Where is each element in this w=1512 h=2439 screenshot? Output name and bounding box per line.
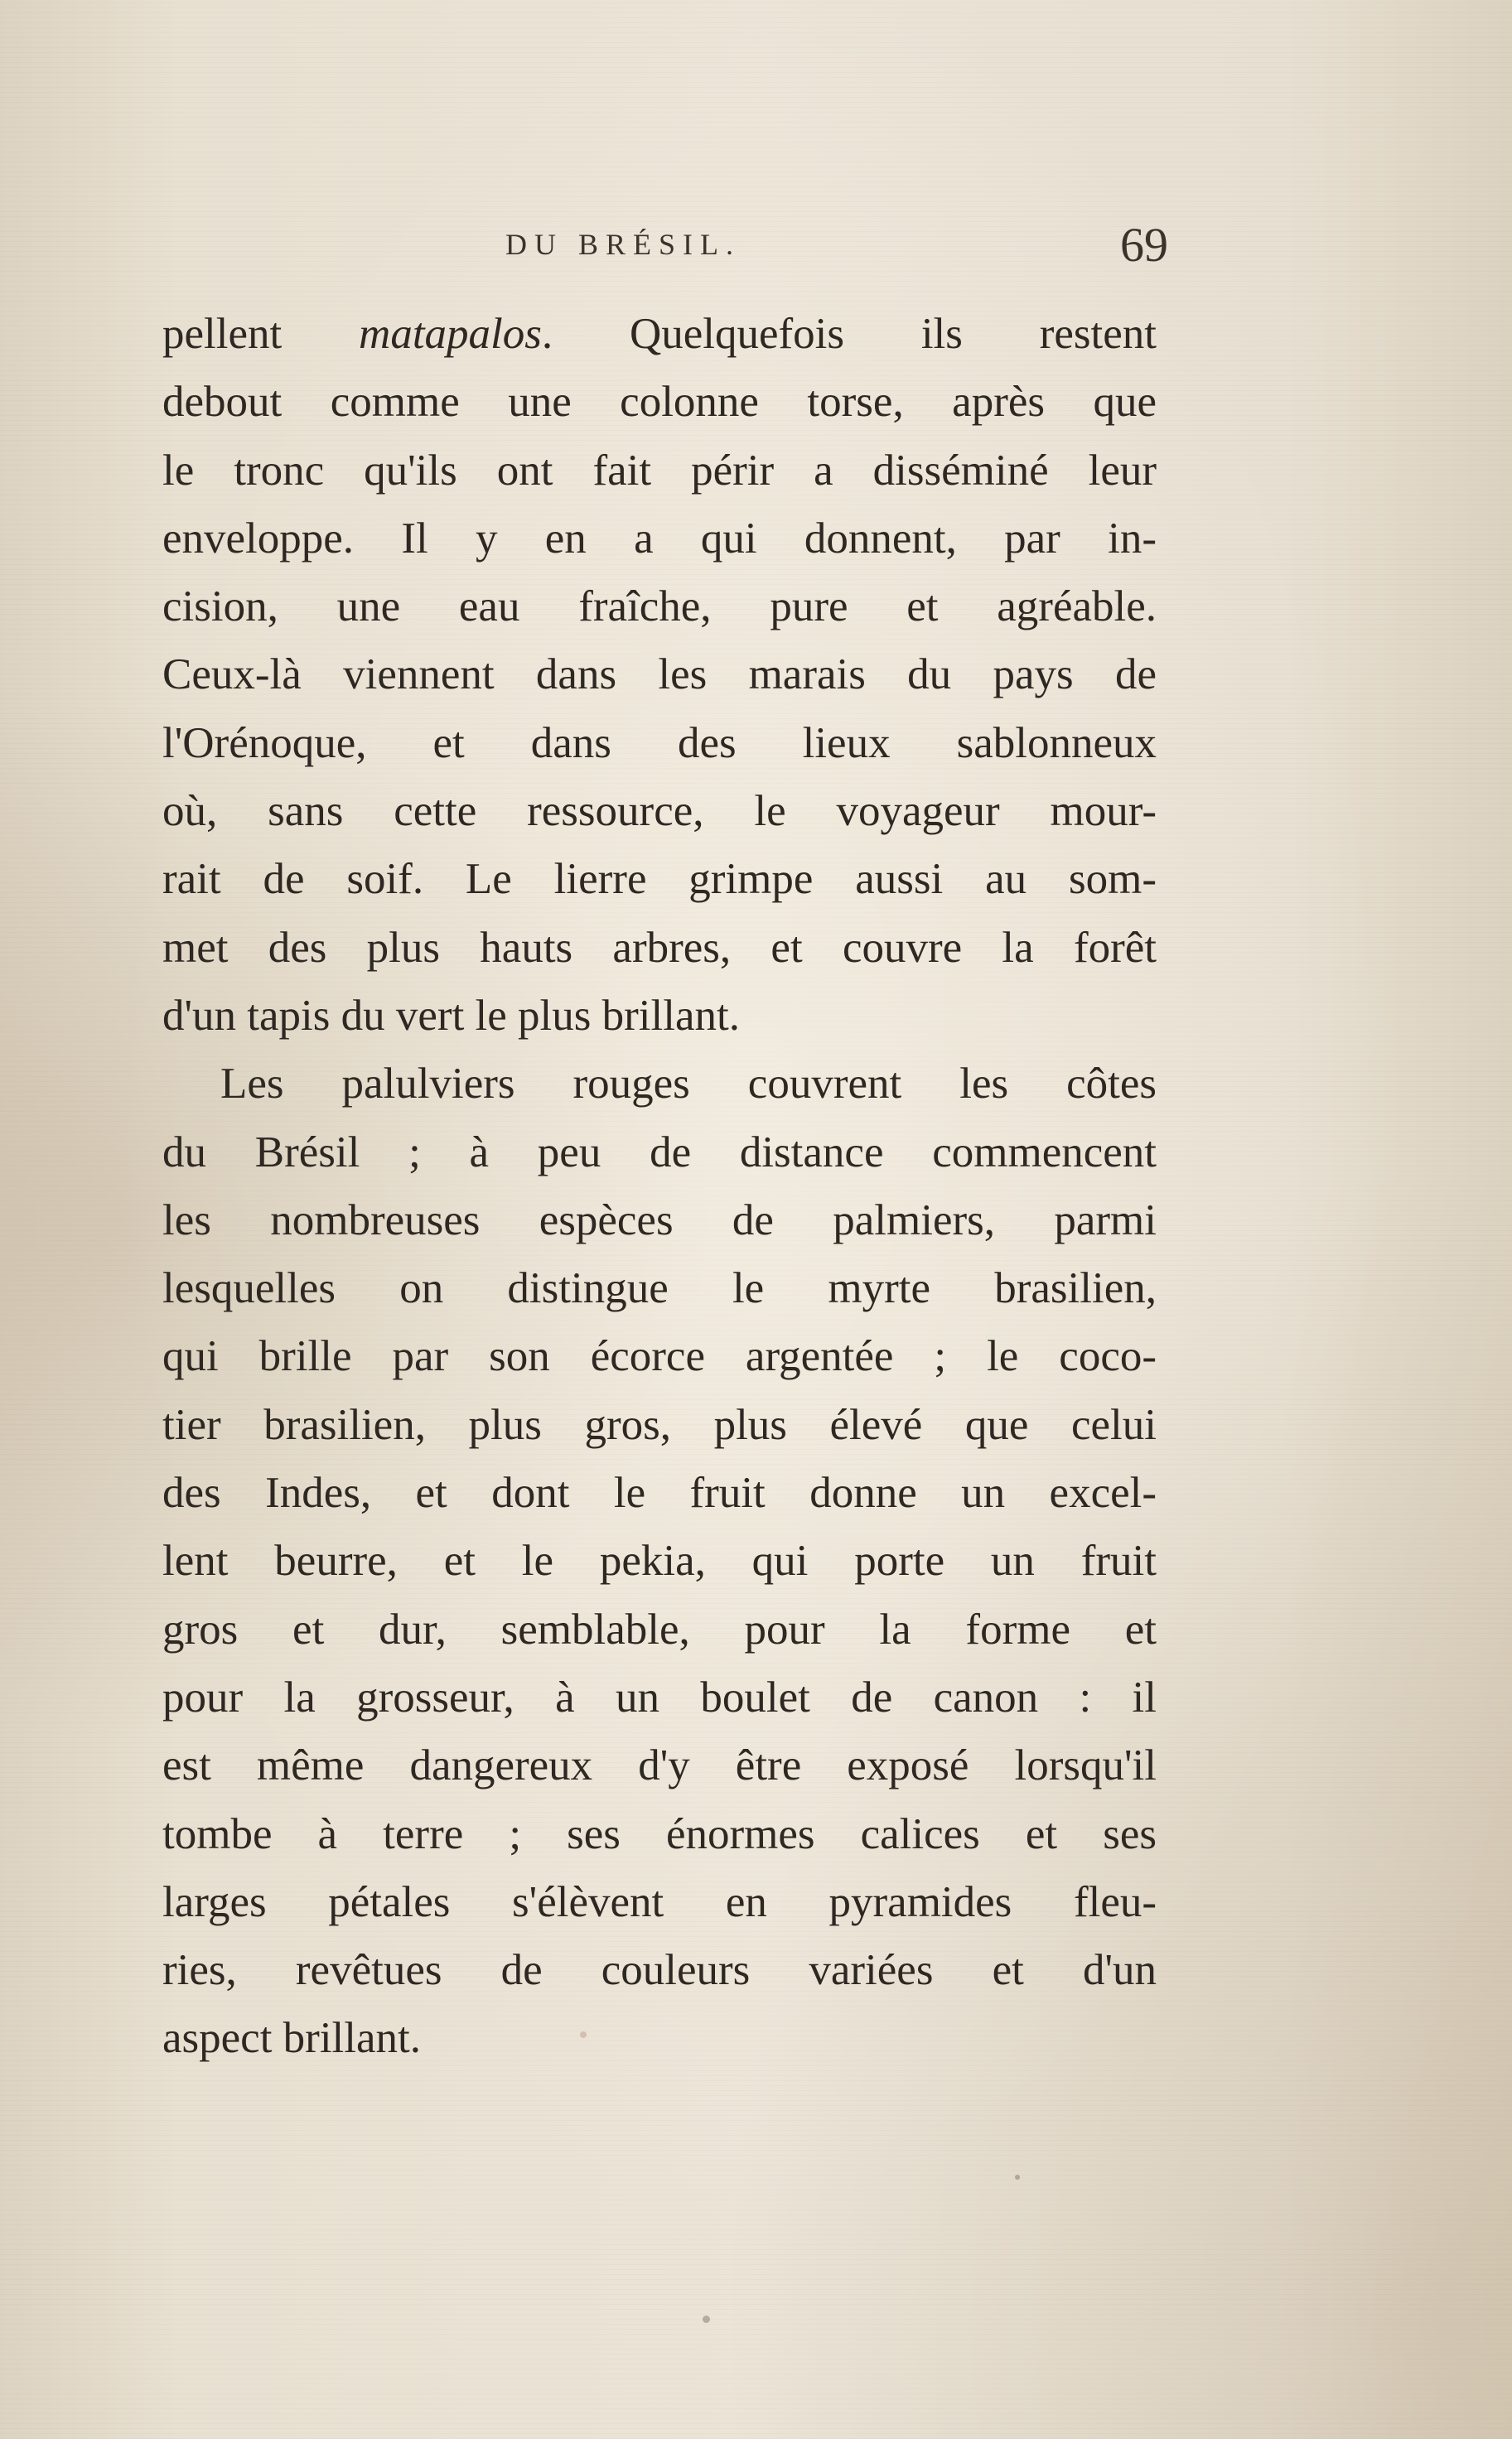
body-text xyxy=(162,300,1157,2073)
running-head xyxy=(157,220,1168,278)
text-line: du Brésil ; à peu de distance commencent xyxy=(162,1128,1157,1176)
text-line: larges pétales s'élèvent en pyramides fleu- xyxy=(162,1877,1157,1926)
text-line: le tronc qu'ils ont fait périr a disséminé leur xyxy=(162,446,1157,495)
text-line: pellent matapalos. Quelquefois ils restent xyxy=(162,310,1157,358)
text-line: les nombreuses espèces de palmiers, parmi xyxy=(162,1195,1157,1244)
text-line: debout comme une colonne torse, après que xyxy=(162,378,1157,427)
text-line: où, sans cette ressource, le voyageur mour- xyxy=(162,787,1157,836)
paper-spot xyxy=(1015,2175,1020,2180)
text-line: est même dangereux d'y être exposé lorsqu'il xyxy=(162,1741,1157,1790)
paragraph-start-line: Les palulviers rouges couvrent les côtes xyxy=(220,1060,1157,1108)
text-line: enveloppe. Il y en a qui donnent, par in- xyxy=(162,514,1157,563)
italic-term: matapalos xyxy=(359,310,542,358)
text-line: gros et dur, semblable, pour la forme et xyxy=(162,1605,1157,1654)
text-line: Ceux-là viennent dans les marais du pays de xyxy=(162,650,1157,699)
text-line: l'Orénoque, et dans des lieux sablonneux xyxy=(162,718,1157,767)
text-line: lesquelles on distingue le myrte brasilien, xyxy=(162,1264,1157,1313)
text-line: tombe à terre ; ses énormes calices et ses xyxy=(162,1809,1157,1858)
page-number: 69 xyxy=(1120,218,1168,272)
text-line: rait de soif. Le lierre grimpe aussi au som- xyxy=(162,855,1157,904)
text-line: d'un tapis du vert le plus brillant. xyxy=(162,991,740,1040)
paper-spot xyxy=(580,2031,587,2038)
text-line: met des plus hauts arbres, et couvre la forêt xyxy=(162,923,1157,972)
text-line: pour la grosseur, à un boulet de canon : il xyxy=(162,1673,1157,1722)
text-line: lent beurre, et le pekia, qui porte un fruit xyxy=(162,1537,1157,1586)
running-title: DU BRÉSIL. xyxy=(505,228,742,261)
text-line: tier brasilien, plus gros, plus élevé que celui xyxy=(162,1400,1157,1449)
text-line: cision, une eau fraîche, pure et agréable. xyxy=(162,582,1157,631)
text-line: aspect brillant. xyxy=(162,2014,421,2063)
paper-spot xyxy=(703,2316,710,2323)
text-line: qui brille par son écorce argentée ; le coco- xyxy=(162,1332,1157,1381)
text-line: des Indes, et dont le fruit donne un excel- xyxy=(162,1469,1157,1518)
text-line: ries, revêtues de couleurs variées et d'un xyxy=(162,1946,1157,1995)
